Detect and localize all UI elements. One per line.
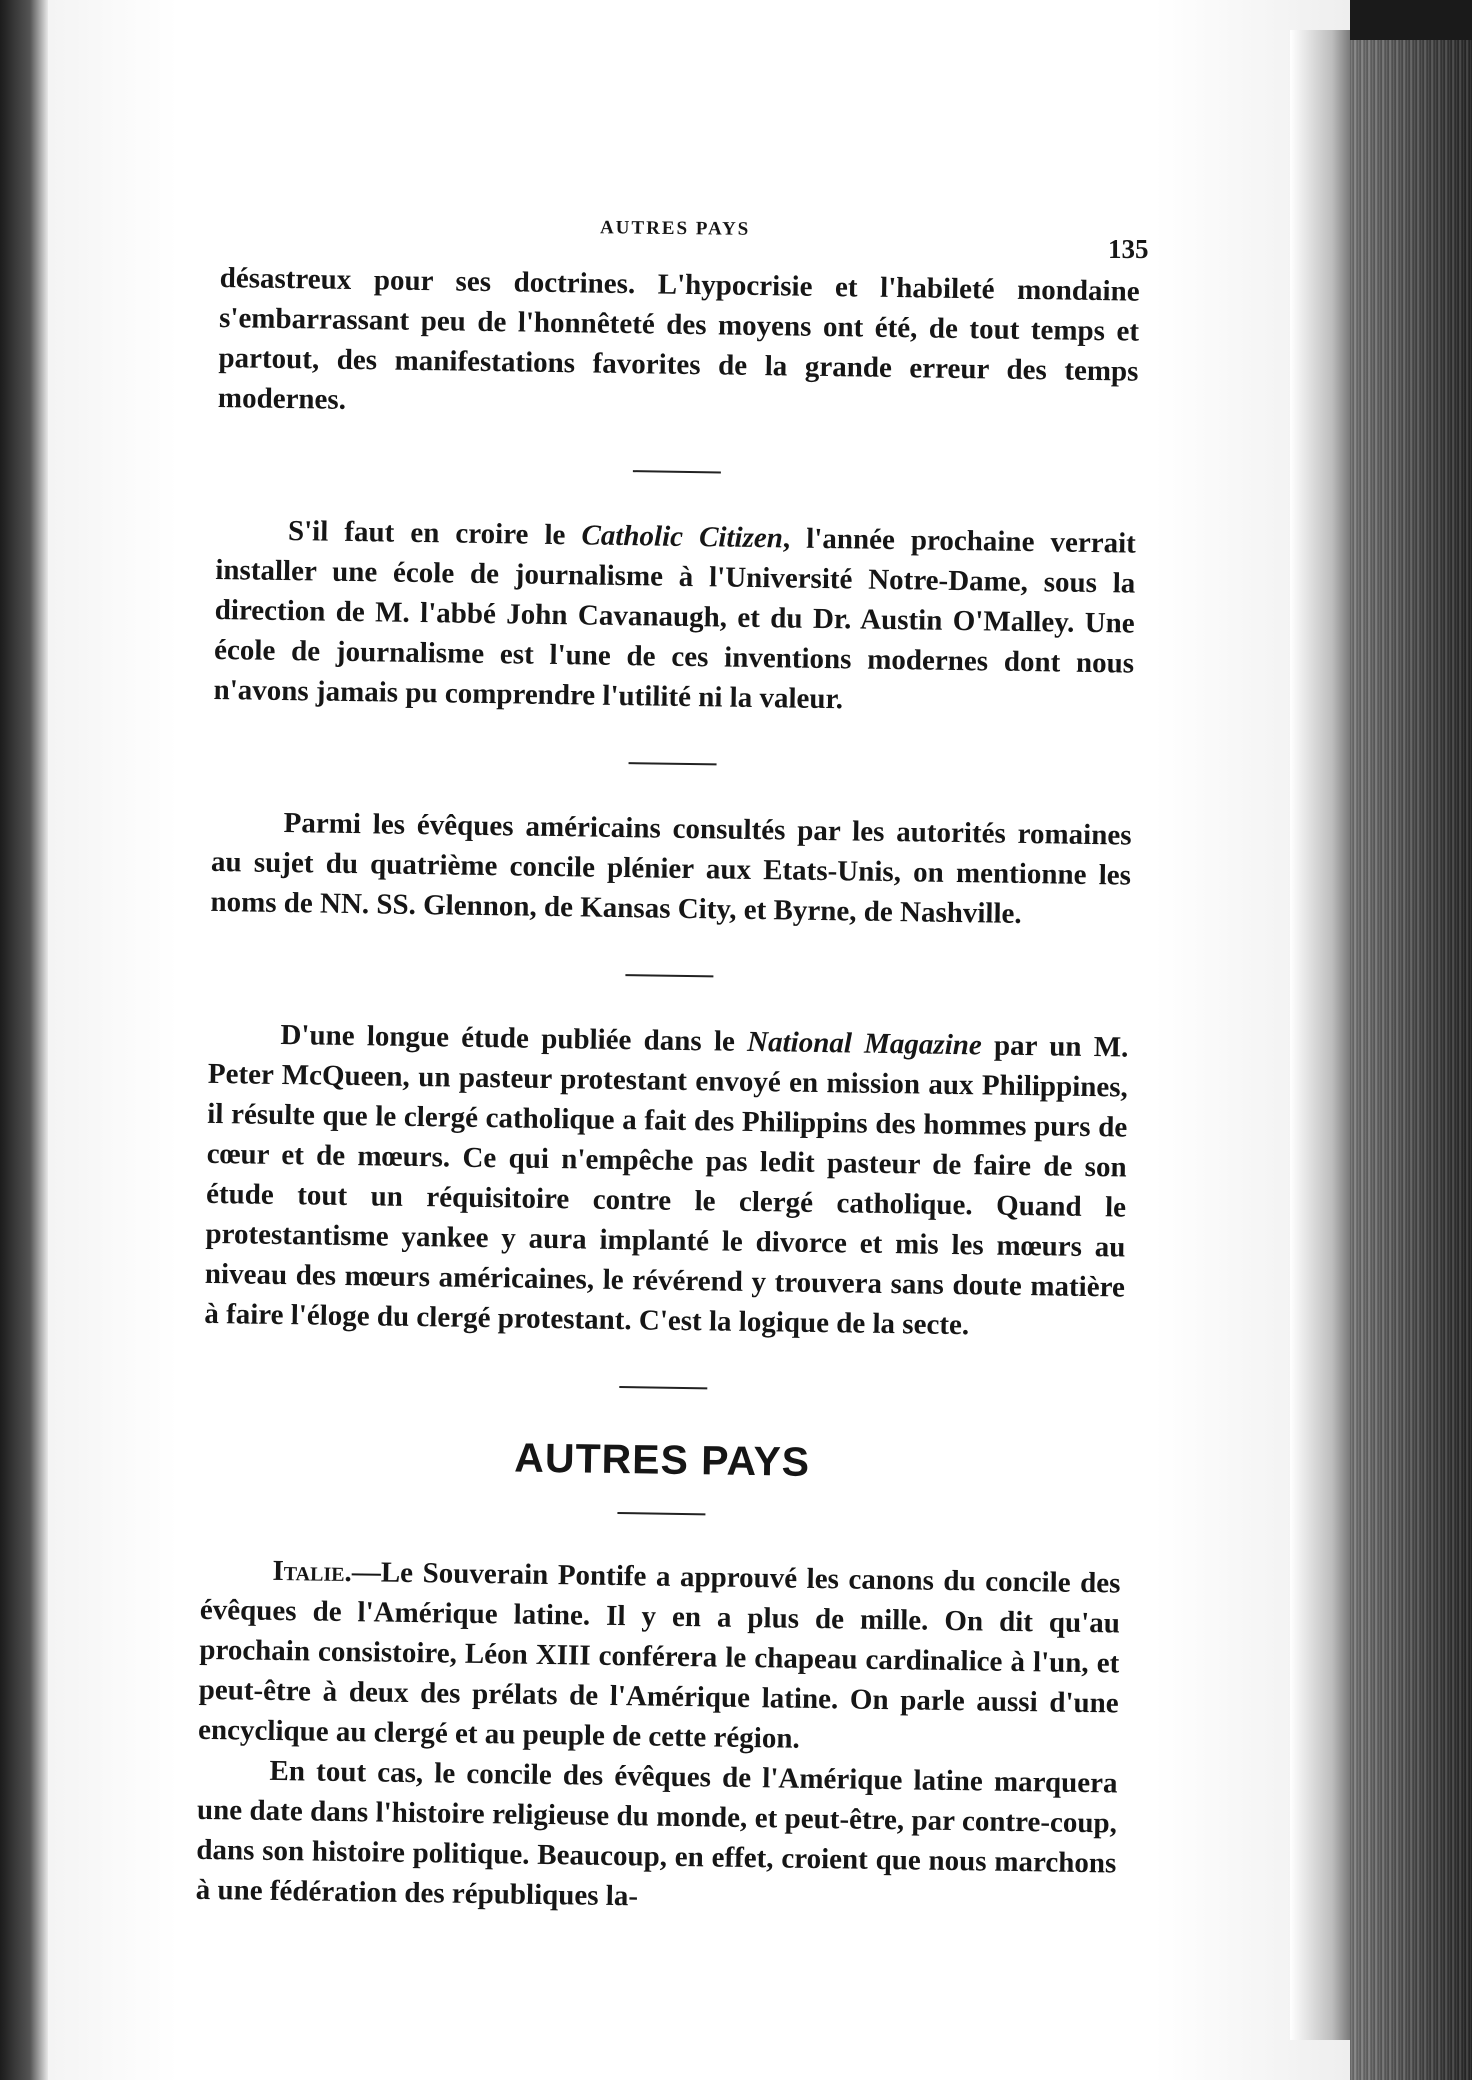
paragraph-text: D'une longue étude publiée dans le: [280, 1018, 748, 1058]
page-body: [195, 258, 1139, 1923]
paragraph-continuation: désastreux pour ses doctrines. L'hypocrisie et l'habileté mondaine s'embarrassant peu de l'honnêteté des moyens ont été, de tout temps et partout, des manifestations favorites de la grande erreur des temps modernes.: [217, 261, 1140, 416]
paragraph-bishops: Parmi les évêques américains consultés par les autorités romaines au sujet du quatrième concile plénier aux Etats-Unis, on mentionne les noms de NN. SS. Glennon, de Kansas City, et Byrne, de Nashville.: [210, 807, 1132, 930]
paragraph-text: , l'année prochaine verrait installer une école de journalisme à l'Université Notre-Dame, sous la direction de M. l'abbé John Cavanaugh, et du Dr. Austin O'Malley. Une école de journalisme est l'une de ces inventions modernes dont nous n'avons jamais pu comprendre l'utilité ni la valeur.: [213, 522, 1137, 716]
separator-rule: [619, 1386, 707, 1389]
paragraph-text: S'il faut en croire le: [287, 515, 582, 552]
paragraph-text: —Le Souverain Pontife a approuvé les canons du concile des évêques de l'Amérique latine. Il y en a plus de mille. On dit qu'au prochain consistoire, Léon XIII conférera le chapeau cardinalice à l'un, et peut-être à deux des prélats de l'Amérique latine. On parle aussi d'une encyclique au clergé et au peuple de cette région.: [197, 1556, 1121, 1755]
running-head: AUTRES PAYS: [599, 217, 751, 240]
book-page-stack: [1350, 40, 1472, 2080]
page-number: 135: [1108, 234, 1149, 264]
page-edge-shadow: [1290, 30, 1350, 2040]
paragraph-italie: [198, 1550, 1121, 1764]
separator-rule: [625, 974, 713, 977]
scan-top-shadow: [1350, 0, 1472, 40]
section-heading: AUTRES PAYS: [513, 1434, 811, 1485]
publication-title: Catholic Citizen: [581, 519, 784, 555]
country-label: Italie.: [272, 1554, 353, 1589]
paragraph-text: par un M. Peter McQueen, un pasteur protestant envoyé en mission aux Philippines, il résulte que le clergé catholique a fait des Philippins des hommes purs de cœur et de mœurs. Ce qui n'empêche pas ledit pasteur de faire de son étude tout un réquisitoire contre le clergé catholique. Quand le protestantisme yankee y aura implanté le divorce et mis les mœurs au niveau des mœurs américaines, le révérend y trouvera sans doute matière à faire l'éloge du clergé protestant. C'est la logique de la secte.: [204, 1029, 1129, 1342]
paragraph-journalism-school: [213, 510, 1136, 724]
paragraph-concile: En tout cas, le concile des évêques de l'Amérique latine marquera une date dans l'histoire religieuse du monde, et peut-être, par contre-coup, dans son histoire politique. Beaucoup, en effet, croient que nous marchons à une fédération des républiques la-: [195, 1754, 1118, 1913]
paragraph-national-magazine: [204, 1014, 1129, 1348]
separator-rule: [617, 1512, 705, 1515]
publication-title: National Magazine: [746, 1025, 983, 1062]
separator-rule: [629, 762, 717, 765]
scan-left-margin: [0, 0, 48, 2080]
separator-rule: [633, 470, 721, 473]
